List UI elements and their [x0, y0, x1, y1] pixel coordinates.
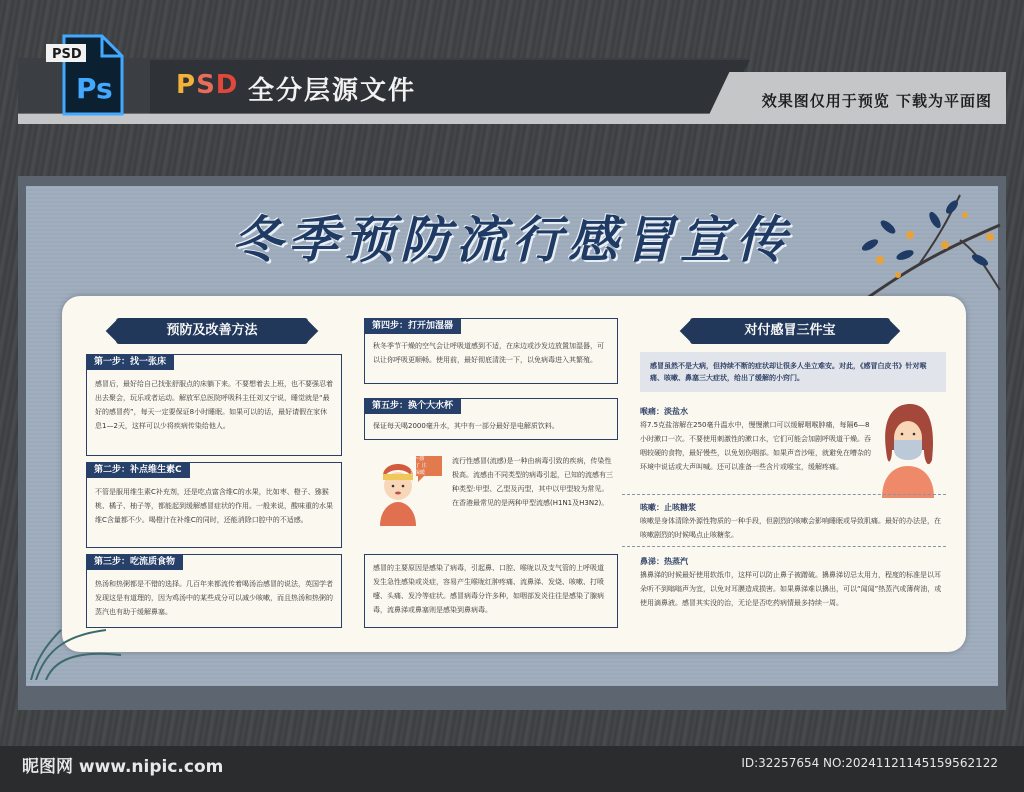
step-box-2	[86, 462, 342, 548]
psd-icon-tag: PSD	[52, 47, 82, 62]
footer-id: ID:32257654 NO:20241121145159562122	[741, 756, 998, 770]
item-label-3: 鼻涕：热蒸汽	[640, 557, 688, 566]
step-box-4	[364, 318, 618, 384]
step-text-1: 感冒后，最好给自己找张舒服点的床躺下来。不要想着去上班，也不要强忍着出去聚会，玩乐或者运动。解放军总医院呼吸科主任刘又宁说，睡觉就是“最好的感冒药”，每天一定要保证8小时睡眠。如果可以的话，最好请假在家休息1—2天，这样可以少将疾病传染给他人。	[95, 380, 333, 430]
item-text-1: 将7.5克盐溶解在250毫升温水中，慢慢漱口可以缓解咽喉肿痛，每隔6—8小时漱口一次。不要使用刺激性的漱口水，它们可能会加剧呼吸道干燥。吞咽较硬的食物，最好慢些，以免划伤咽部。如果声音沙哑，就避免在嘈杂的环境中说话或大声叫喊。还可以准备一些含片或喉宝，缓解疼痛。	[640, 421, 871, 471]
flu-info-text: 流行性感冒(流感)是一种由病毒引致的疾病，传染性极高。流感由不同类型的病毒引起，已知的流感有三种类型:甲型、乙型及丙型，其中以甲型较为常见。在香港最常见的是两种甲型流感(H1N1及H3N2)。	[452, 457, 613, 507]
step-text-2: 不管是服用维生素C补充剂，还是吃点富含维C的水果，比如枣、橙子、猕猴桃、橘子、柚子等，都能起到缓解感冒症状的作用。一般来说，酸味重的水果维C含量都不少。喝橙汁在补维C的同时，还能消除口腔中的不适感。	[95, 488, 333, 524]
symptoms-box	[364, 554, 618, 628]
item-text-2: 咳嗽是身体清除外源性物质的一种手段，但剧烈的咳嗽会影响睡眠或导致肌痛。最好的办法是，在咳嗽剧烈的时候喝点止咳糖浆。	[640, 517, 941, 539]
step-text-3: 热汤和热粥都是不错的选择。几百年来都流传着喝汤治感冒的说法，英国学者发现这是有道理的，因为鸡汤中的某些成分可以减少咳嗽，而且热汤和热粥的蒸汽也有助于缓解鼻塞。	[95, 580, 333, 616]
divider	[622, 546, 946, 547]
item-text-3: 擤鼻涕的时候最好使用软纸巾，这样可以防止鼻子被蹭破。擤鼻涕切忌太用力，程度的标准是以耳朵听不到嗡嗡声为宜，以免对耳膜造成损害。如果鼻涕难以擤出，可以“闻闻”热蒸汽或薄荷油，或使用滴鼻液。感冒其实没的治，无论是否吃药病情最多持续一周。	[640, 571, 942, 607]
symptoms-text: 感冒的主要原因是感染了病毒，引起鼻、口腔、喉咙以及支气管的上呼吸道发生急性感染或炎症，容易产生喉咙红肿疼痛、流鼻涕、发烧、咳嗽、打喷嚏、头痛、发冷等症状。感冒病毒分许多种，如咽部发炎往往是感染了腺病毒，流鼻涕或鼻塞则是感染到鼻病毒。	[373, 564, 604, 614]
left-heading: 预防及改善方法	[116, 318, 308, 344]
step-tag-3: 第三步：吃流质食物	[86, 554, 183, 570]
step-box-1	[86, 354, 342, 456]
intro-box	[640, 352, 946, 392]
header-title: 全分层源文件	[248, 76, 417, 106]
step-box-5	[364, 398, 618, 440]
item-label-1: 喉痛：淡盐水	[640, 407, 688, 416]
step-tag-2: 第二步：补点维生素C	[86, 462, 190, 478]
footer-site: 昵图网 www.nipic.com	[22, 757, 224, 777]
psd-file-icon	[44, 28, 136, 120]
psd-icon-letters: Ps	[76, 72, 113, 105]
main-title: 冬季预防流行感冒宣传	[232, 210, 792, 269]
header-band-dark	[150, 60, 750, 116]
plum-branch-illustration	[840, 185, 1005, 310]
step-tag-1: 第一步：找一张床	[86, 354, 174, 370]
psd-label: PSD	[176, 70, 239, 100]
grass-illustration	[26, 610, 126, 680]
speech-bubble-text: 啊~感冒了 注意保暖	[410, 456, 427, 476]
divider	[622, 494, 946, 495]
right-heading: 对付感冒三件宝	[690, 318, 890, 344]
intro-text: 感冒虽然不是大病，但持续不断的症状却让很多人坐立难安。对此，《感冒白皮书》针对喉痛、咳嗽、鼻塞三大症状，给出了缓解的小窍门。	[650, 362, 927, 382]
step-text-5: 保证每天喝2000毫升水，其中有一部分最好是电解质饮料。	[373, 422, 559, 430]
step-tag-4: 第四步：打开加湿器	[364, 318, 461, 334]
step-tag-5: 第五步：换个大水杯	[364, 398, 461, 414]
woman-mask-illustration	[878, 400, 938, 498]
preview-note: 效果图仅用于预览 下载为平面图	[761, 92, 992, 110]
boy-cold-illustration	[368, 452, 446, 526]
item-label-2: 咳嗽：止咳糖浆	[640, 503, 696, 512]
step-text-4: 秋冬季节干燥的空气会让呼吸道感到不适，在床边或沙发边放置加湿器，可以让你呼吸更顺畅。使用前，最好彻底清洗一下，以免病毒进入其繁殖。	[373, 342, 604, 364]
